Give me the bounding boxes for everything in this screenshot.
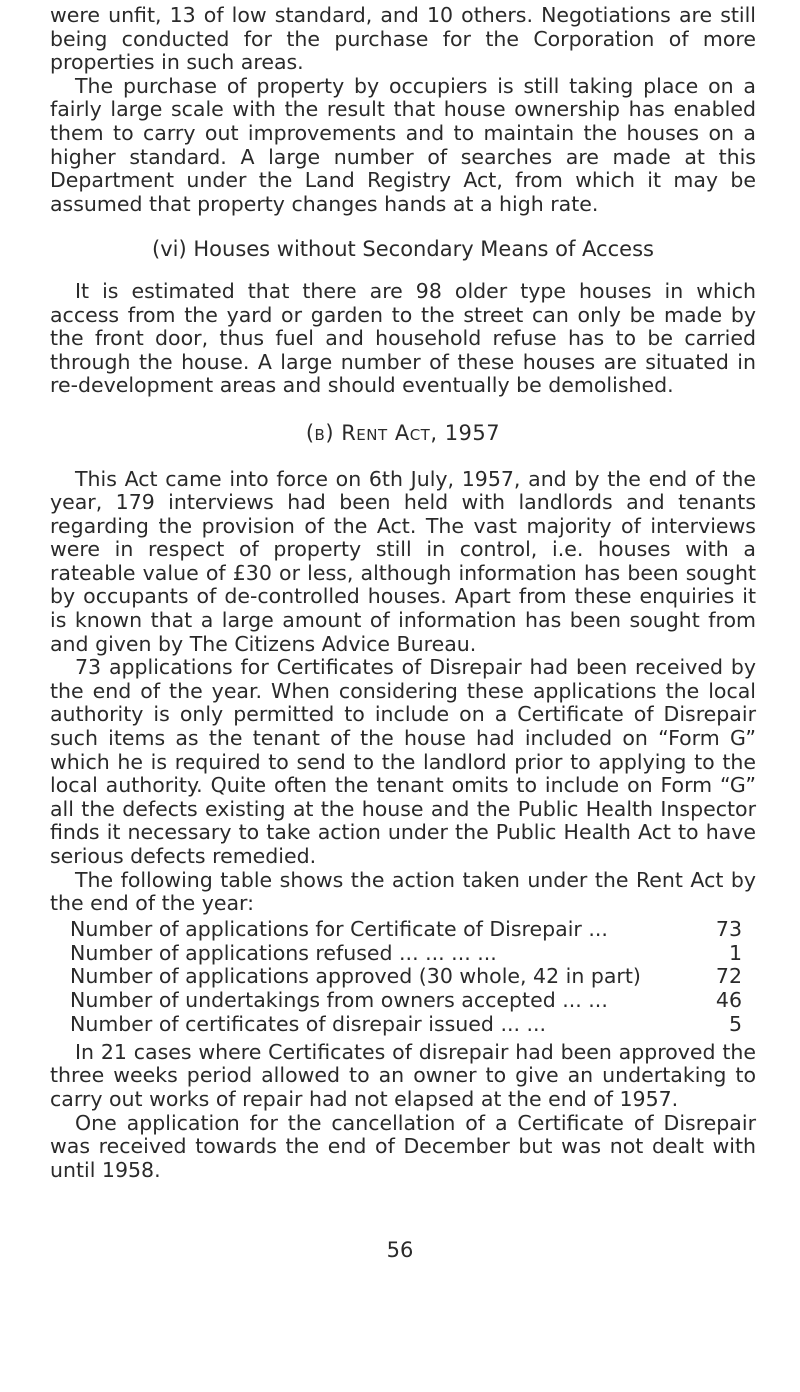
paragraph-table-intro: The following table shows the action taken under the Rent Act by the end of the year: — [50, 867, 756, 916]
stats-row — [70, 1013, 742, 1037]
stats-label: Number of applications for Certificate of Disrepair ... — [70, 916, 608, 941]
paragraph-access: It is estimated that there are 98 older type houses in which access from the yard or garden to the street can only be made by the front door, thus fuel and household refuse has to be carried through the house. A large number of these houses are situated in re-development areas and should eventually be demolished. — [50, 278, 756, 398]
paragraph-applications: 73 applications for Certificates of Disrepair had been received by the end of the year. When considering these applications the local authority is only permitted to include on a Certificate of Disrepair such items as the tenant of the house had included on “Form G” which he is required to send to the landlord prior to applying to the local authority. Quite often the tenant omits to include on Form “G” all the defects existing at the house and the Public Health Inspector finds it necessary to take action under the Public Health Act to have serious defects remedied. — [50, 655, 756, 868]
stats-value: 72 — [715, 964, 742, 989]
stats-label: Number of undertakings from owners accepted ... ... — [70, 988, 608, 1013]
stats-row — [70, 989, 742, 1013]
section-heading-rent-act: (b) Rent Act, 1957 — [305, 420, 501, 445]
page-number: 56 — [386, 1238, 414, 1262]
stats-value: 46 — [715, 988, 742, 1013]
stats-label: Number of applications approved (30 whole, 42 in part) — [70, 964, 641, 989]
stats-row — [70, 918, 742, 942]
paragraph-purchase: The purchase of property by occupiers is still taking place on a fairly large scale with the result that house ownership has enabled them to carry out improvements and to maintain the houses on a higher standard. A large number of searches are made at this Department under the Land Registry Act, from which it may be assumed that property changes hands at a high rate. — [50, 73, 756, 216]
paragraph-rent-act: This Act came into force on 6th July, 1957, and by the end of the year, 179 interviews had been held with landlords and tenants regarding the provision of the Act. The vast majority of interviews were in respect of property still in control, i.e. houses with a rateable value of £30 or less, although information has been sought by occupants of de-controlled houses. Apart from these enquiries it is known that a large amount of information has been sought from and given by The Citizens Advice Bureau. — [50, 466, 756, 656]
stats-row — [70, 942, 742, 966]
stats-value: 73 — [715, 916, 742, 941]
paragraph-21-cases: In 21 cases where Certificates of disrepair had been approved the three weeks period allowed to an owner to give an undertaking to carry out works of repair had not elapsed at the end of 1957. — [50, 1039, 756, 1111]
stats-label: Number of certificates of disrepair issued ... ... — [70, 1011, 547, 1036]
stats-row — [70, 965, 742, 989]
section-heading-vi: (vi) Houses without Secondary Means of Access — [152, 237, 654, 262]
paragraph-intro: were unfit, 13 of low standard, and 10 others. Negotiations are still being conducted for the purchase for the Corporation of more properties in such areas. — [50, 3, 756, 75]
stats-label: Number of applications refused ... ... ... ... — [70, 940, 497, 965]
rent-act-stats-table — [70, 918, 742, 1037]
paragraph-cancellation: One application for the cancellation of a Certificate of Disrepair was received towards the end of December but was not dealt with until 1958. — [50, 1110, 756, 1182]
stats-value: 1 — [728, 940, 742, 965]
stats-value: 5 — [728, 1011, 742, 1036]
